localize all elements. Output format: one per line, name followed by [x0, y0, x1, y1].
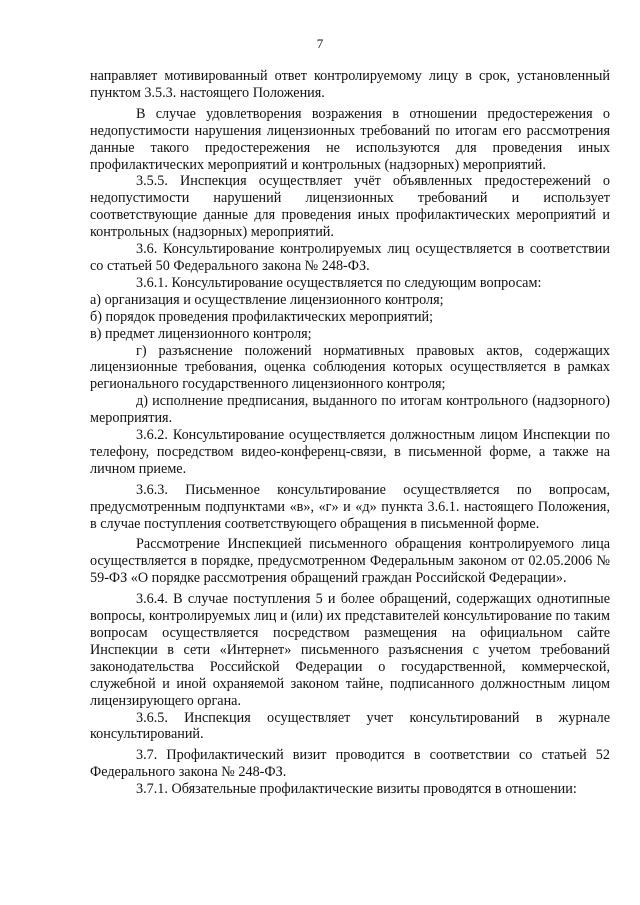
paragraph-objection-satisfied: В случае удовлетворения возражения в отношении предостережения о недопустимости нарушения лицензионных требований по итогам его рассмотрения данные такого предостережения не используются для проведения иных профилактических мероприятий и контрольных (надзорных) мероприятий.	[90, 105, 610, 173]
paragraph-3-6-5: 3.6.5. Инспекция осуществляет учет консультирований в журнале консультирований.	[90, 709, 610, 743]
paragraph-3-5-5: 3.5.5. Инспекция осуществляет учёт объявленных предостережений о недопустимости нарушений лицензионных требований и использует соответствующие данные для проведения иных профилактических мероприятий и контрольных (надзорных) мероприятий.	[90, 173, 610, 241]
document-body	[90, 68, 610, 798]
list-item-v: в) предмет лицензионного контроля;	[90, 325, 312, 342]
list-item-d: д) исполнение предписания, выданного по итогам контрольного (надзорного) мероприятия.	[90, 393, 610, 427]
paragraph-3-7-1: 3.7.1. Обязательные профилактические визиты проводятся в отношении:	[136, 781, 577, 798]
paragraph-3-6-3: 3.6.3. Письменное консультирование осуществляется по вопросам, предусмотренным подпунктами «в», «г» и «д» пункта 3.6.1. настоящего Положения, в случае поступления соответствующего обращения в письменной форме.	[90, 481, 610, 532]
list-item-g: г) разъяснение положений нормативных правовых актов, содержащих лицензионные требования, оценка соблюдения которых осуществляется в рамках регионального государственного лицензионного контроля;	[90, 342, 610, 393]
paragraph-3-6: 3.6. Консультирование контролируемых лиц осуществляется в соответствии со статьей 50 Федерального закона № 248-ФЗ.	[90, 241, 610, 274]
paragraph-3-6-2: 3.6.2. Консультирование осуществляется должностным лицом Инспекции по телефону, посредством видео-конференц-связи, в письменной форме, а также на личном приеме.	[90, 427, 610, 477]
paragraph-3-7: 3.7. Профилактический визит проводится в соответствии со статьей 52 Федерального закона № 248-ФЗ.	[90, 747, 610, 781]
page-number: 7	[316, 36, 324, 51]
paragraph-written-appeal: Рассмотрение Инспекцией письменного обращения контролируемого лица осуществляется в порядке, предусмотренном Федеральным законом от 02.05.2006 № 59-ФЗ «О порядке рассмотрения обращений граждан Российской Федерации».	[90, 536, 610, 587]
paragraph-continuation: направляет мотивированный ответ контролируемому лицу в срок, установленный пунктом 3.5.3. настоящего Положения.	[90, 68, 610, 101]
list-item-a: а) организация и осуществление лицензионного контроля;	[90, 291, 444, 308]
paragraph-3-6-4: 3.6.4. В случае поступления 5 и более обращений, содержащих однотипные вопросы, контролируемых лиц и (или) их представителей консультирование по таким вопросам осуществляется посредством размещения на официальном сайте Инспекции в сети «Интернет» письменного разъяснения с учетом требований законодательства Российской Федерации о государственной, коммерческой, служебной и иной охраняемой законом тайне, подписанного должностным лицом лицензирующего органа.	[90, 591, 610, 709]
paragraph-3-6-1: 3.6.1. Консультирование осуществляется по следующим вопросам:	[136, 274, 542, 291]
list-item-b: б) порядок проведения профилактических мероприятий;	[90, 308, 434, 325]
